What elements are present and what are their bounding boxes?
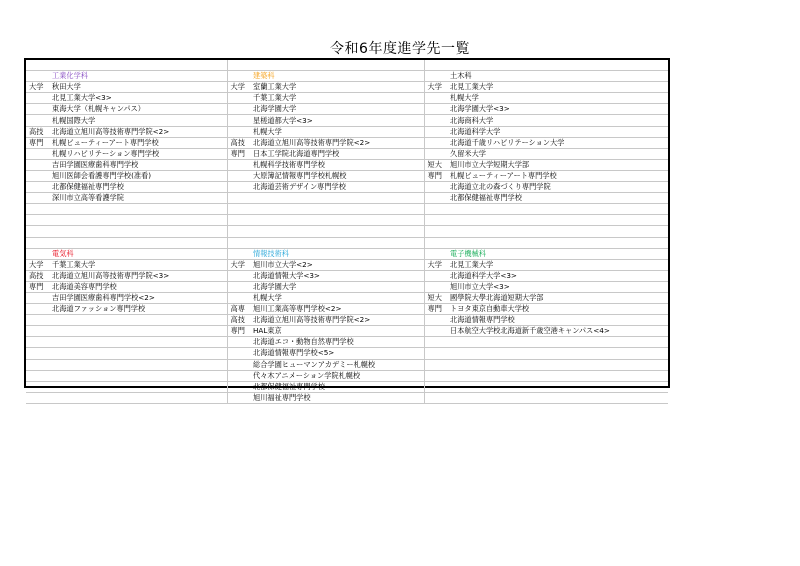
- school-type-cell: [227, 93, 251, 104]
- school-type-cell: [424, 348, 448, 359]
- school-name-cell: 星槎道都大学<3>: [251, 115, 424, 126]
- school-name-cell: [251, 237, 424, 248]
- department-header: 工業化学科: [50, 71, 227, 82]
- school-name-cell: 北海学園大学: [251, 281, 424, 292]
- school-type-cell: [26, 182, 50, 193]
- school-type-cell: [424, 381, 448, 392]
- table-row: [26, 182, 668, 193]
- school-type-cell: [26, 148, 50, 159]
- school-name-cell: 北海道美容専門学校: [50, 281, 227, 292]
- department-header: 電子機械科: [448, 248, 668, 259]
- school-name-cell: 北都保健福祉専門学校: [50, 182, 227, 193]
- school-type-cell: [424, 337, 448, 348]
- school-type-cell: [227, 60, 251, 71]
- school-type-cell: [26, 159, 50, 170]
- school-name-cell: 日本航空大学校北海道新千歳空港キャンパス<4>: [448, 326, 668, 337]
- table-row: [26, 215, 668, 226]
- school-type-cell: [424, 315, 448, 326]
- school-name-cell: 旭川福祉専門学校: [251, 392, 424, 403]
- school-type-cell: [424, 204, 448, 215]
- school-name-cell: [251, 193, 424, 204]
- school-name-cell: 久留米大学: [448, 148, 668, 159]
- school-name-cell: 札幌大学: [251, 126, 424, 137]
- table-row: [26, 292, 668, 303]
- school-type-cell: [424, 137, 448, 148]
- school-name-cell: 札幌ビューティーアート専門学校: [448, 170, 668, 181]
- school-name-cell: [50, 359, 227, 370]
- destination-table-frame: [24, 58, 670, 402]
- school-type-cell: [227, 182, 251, 193]
- school-name-cell: HAL東京: [251, 326, 424, 337]
- school-name-cell: [50, 237, 227, 248]
- school-type-cell: [26, 348, 50, 359]
- school-name-cell: トヨタ東京自動車大学校: [448, 304, 668, 315]
- table-body: [26, 60, 668, 403]
- school-type-cell: [26, 392, 50, 403]
- school-type-cell: 専門: [424, 170, 448, 181]
- table-row: [26, 381, 668, 392]
- school-name-cell: 吉田学園医療歯科専門学校: [50, 159, 227, 170]
- school-name-cell: 北海道情報専門学校: [448, 315, 668, 326]
- table-row: [26, 370, 668, 381]
- school-name-cell: 北見工業大学: [448, 259, 668, 270]
- department-header: 電気科: [50, 248, 227, 259]
- table-row: [26, 248, 668, 259]
- school-name-cell: 北海商科大学: [448, 115, 668, 126]
- school-name-cell: 札幌リハビリテーション専門学校: [50, 148, 227, 159]
- table-row: [26, 304, 668, 315]
- school-name-cell: 旭川市立大学短期大学部: [448, 159, 668, 170]
- school-name-cell: 北海道科学大学: [448, 126, 668, 137]
- table-row: [26, 326, 668, 337]
- school-name-cell: [50, 315, 227, 326]
- school-type-cell: [227, 104, 251, 115]
- school-name-cell: 北海道立旭川高等技術専門学院<3>: [50, 270, 227, 281]
- school-name-cell: 代々木アニメーション学院札幌校: [251, 370, 424, 381]
- school-type-cell: [227, 71, 251, 82]
- school-type-cell: [227, 204, 251, 215]
- school-type-cell: [26, 337, 50, 348]
- school-name-cell: [448, 204, 668, 215]
- table-row: [26, 93, 668, 104]
- table-row: [26, 348, 668, 359]
- school-name-cell: [50, 226, 227, 237]
- school-name-cell: 大原簿記情報専門学校札幌校: [251, 170, 424, 181]
- school-type-cell: [227, 215, 251, 226]
- school-type-cell: [26, 304, 50, 315]
- school-type-cell: [227, 237, 251, 248]
- table-row: [26, 126, 668, 137]
- school-type-cell: [227, 126, 251, 137]
- school-type-cell: 大学: [227, 259, 251, 270]
- school-name-cell: 千葉工業大学: [251, 93, 424, 104]
- school-type-cell: [424, 104, 448, 115]
- school-type-cell: [26, 115, 50, 126]
- school-name-cell: 札幌国際大学: [50, 115, 227, 126]
- school-type-cell: [227, 370, 251, 381]
- school-type-cell: [26, 93, 50, 104]
- school-type-cell: 専門: [227, 326, 251, 337]
- school-name-cell: [448, 370, 668, 381]
- table-row: [26, 337, 668, 348]
- school-name-cell: [251, 60, 424, 71]
- destination-table: [26, 60, 668, 404]
- school-type-cell: 高技: [26, 126, 50, 137]
- school-name-cell: 北海道ファッション専門学校: [50, 304, 227, 315]
- school-type-cell: 高技: [227, 137, 251, 148]
- school-name-cell: 千葉工業大学: [50, 259, 227, 270]
- school-type-cell: 専門: [26, 137, 50, 148]
- table-row: [26, 259, 668, 270]
- school-name-cell: 北海道情報専門学校<5>: [251, 348, 424, 359]
- school-type-cell: [26, 359, 50, 370]
- school-type-cell: 大学: [424, 259, 448, 270]
- school-type-cell: 専門: [26, 281, 50, 292]
- table-row: [26, 60, 668, 71]
- school-type-cell: 高技: [227, 315, 251, 326]
- school-name-cell: 秋田大学: [50, 82, 227, 93]
- table-row: [26, 237, 668, 248]
- school-type-cell: 大学: [227, 82, 251, 93]
- school-type-cell: [424, 226, 448, 237]
- school-type-cell: [227, 292, 251, 303]
- school-name-cell: [251, 204, 424, 215]
- school-type-cell: 大学: [26, 82, 50, 93]
- table-row: [26, 281, 668, 292]
- school-type-cell: [424, 193, 448, 204]
- table-row: [26, 137, 668, 148]
- school-name-cell: [50, 348, 227, 359]
- school-name-cell: 札幌大学: [251, 292, 424, 303]
- school-name-cell: 日本工学院北海道専門学校: [251, 148, 424, 159]
- school-type-cell: [424, 392, 448, 403]
- school-type-cell: [26, 248, 50, 259]
- school-type-cell: [227, 226, 251, 237]
- school-type-cell: [424, 326, 448, 337]
- school-type-cell: [424, 215, 448, 226]
- school-type-cell: [26, 193, 50, 204]
- school-type-cell: [26, 71, 50, 82]
- school-name-cell: 札幌大学: [448, 93, 668, 104]
- school-type-cell: [424, 93, 448, 104]
- table-row: [26, 115, 668, 126]
- table-row: [26, 359, 668, 370]
- school-name-cell: [448, 215, 668, 226]
- table-row: [26, 392, 668, 403]
- school-type-cell: [424, 126, 448, 137]
- department-header: 土木科: [448, 71, 668, 82]
- school-type-cell: [424, 248, 448, 259]
- table-row: [26, 71, 668, 82]
- table-row: [26, 148, 668, 159]
- school-name-cell: 総合学園ヒューマンアカデミー札幌校: [251, 359, 424, 370]
- school-name-cell: 深川市立高等看護学院: [50, 193, 227, 204]
- school-name-cell: [251, 215, 424, 226]
- school-name-cell: 北海道立旭川高等技術専門学院<2>: [251, 315, 424, 326]
- school-name-cell: [448, 226, 668, 237]
- school-type-cell: [227, 115, 251, 126]
- table-row: [26, 193, 668, 204]
- school-type-cell: [26, 170, 50, 181]
- school-name-cell: 北海道科学大学<3>: [448, 270, 668, 281]
- school-type-cell: [424, 115, 448, 126]
- school-type-cell: [26, 104, 50, 115]
- school-type-cell: [26, 60, 50, 71]
- school-name-cell: [448, 359, 668, 370]
- school-type-cell: [227, 248, 251, 259]
- school-name-cell: [448, 337, 668, 348]
- school-type-cell: [424, 270, 448, 281]
- school-name-cell: 北海道立旭川高等技術専門学院<2>: [251, 137, 424, 148]
- school-name-cell: [50, 370, 227, 381]
- school-type-cell: [424, 370, 448, 381]
- school-type-cell: 専門: [227, 148, 251, 159]
- school-name-cell: 北海道エコ・動物自然専門学校: [251, 337, 424, 348]
- school-name-cell: 北海道立北の森づくり専門学院: [448, 182, 668, 193]
- school-type-cell: [424, 281, 448, 292]
- school-name-cell: [448, 392, 668, 403]
- school-name-cell: 札幌ビューティーアート専門学校: [50, 137, 227, 148]
- table-row: [26, 315, 668, 326]
- page-title: 令和6年度進学先一覧: [330, 41, 470, 57]
- school-name-cell: [448, 381, 668, 392]
- school-name-cell: 東海大学（札幌キャンパス）: [50, 104, 227, 115]
- school-type-cell: [424, 359, 448, 370]
- table-row: [26, 104, 668, 115]
- school-name-cell: [448, 237, 668, 248]
- table-row: [26, 270, 668, 281]
- school-name-cell: 北海学園大学: [251, 104, 424, 115]
- school-type-cell: 大学: [26, 259, 50, 270]
- school-type-cell: [26, 381, 50, 392]
- school-type-cell: [26, 226, 50, 237]
- school-type-cell: [26, 370, 50, 381]
- school-name-cell: 北海学園大学<3>: [448, 104, 668, 115]
- school-name-cell: 室蘭工業大学: [251, 82, 424, 93]
- school-type-cell: 専門: [424, 304, 448, 315]
- school-name-cell: 北海道芸術デザイン専門学校: [251, 182, 424, 193]
- school-name-cell: 旭川市立大学<3>: [448, 281, 668, 292]
- school-name-cell: 旭川医師会看護専門学校(准看): [50, 170, 227, 181]
- school-type-cell: [227, 348, 251, 359]
- school-type-cell: [26, 326, 50, 337]
- school-name-cell: [50, 326, 227, 337]
- school-type-cell: [26, 204, 50, 215]
- school-name-cell: 旭川市立大学<2>: [251, 259, 424, 270]
- school-name-cell: [50, 215, 227, 226]
- school-type-cell: [227, 159, 251, 170]
- department-header: 情報技術科: [251, 248, 424, 259]
- school-name-cell: 北都保健福祉専門学校: [251, 381, 424, 392]
- school-type-cell: [227, 170, 251, 181]
- school-name-cell: [50, 60, 227, 71]
- school-name-cell: [50, 337, 227, 348]
- school-type-cell: 大学: [424, 82, 448, 93]
- school-name-cell: 旭川工業高等専門学校<2>: [251, 304, 424, 315]
- school-type-cell: [424, 60, 448, 71]
- school-name-cell: 札幌科学技術専門学校: [251, 159, 424, 170]
- school-name-cell: 北見工業大学: [448, 82, 668, 93]
- school-name-cell: [50, 381, 227, 392]
- school-type-cell: [227, 381, 251, 392]
- school-name-cell: 北海道情報大学<3>: [251, 270, 424, 281]
- table-row: [26, 159, 668, 170]
- school-type-cell: [26, 315, 50, 326]
- table-row: [26, 226, 668, 237]
- school-type-cell: [424, 182, 448, 193]
- school-type-cell: 高専: [227, 304, 251, 315]
- school-name-cell: [448, 60, 668, 71]
- school-type-cell: [424, 237, 448, 248]
- school-name-cell: 國學院大學北海道短期大学部: [448, 292, 668, 303]
- school-name-cell: [251, 226, 424, 237]
- school-type-cell: [26, 292, 50, 303]
- school-name-cell: 北見工業大学<3>: [50, 93, 227, 104]
- school-type-cell: [227, 270, 251, 281]
- school-type-cell: [26, 215, 50, 226]
- school-type-cell: [26, 237, 50, 248]
- school-name-cell: [50, 392, 227, 403]
- school-type-cell: 短大: [424, 292, 448, 303]
- school-name-cell: 北海道千歳リハビリテーション大学: [448, 137, 668, 148]
- department-header: 建築科: [251, 71, 424, 82]
- table-row: [26, 170, 668, 181]
- school-type-cell: [424, 71, 448, 82]
- school-name-cell: [448, 348, 668, 359]
- school-type-cell: [227, 392, 251, 403]
- table-row: [26, 82, 668, 93]
- school-type-cell: [227, 281, 251, 292]
- school-name-cell: 吉田学園医療歯科専門学校<2>: [50, 292, 227, 303]
- school-type-cell: [227, 359, 251, 370]
- school-name-cell: [50, 204, 227, 215]
- table-row: [26, 204, 668, 215]
- school-type-cell: 短大: [424, 159, 448, 170]
- school-type-cell: [424, 148, 448, 159]
- school-name-cell: 北海道立旭川高等技術専門学院<2>: [50, 126, 227, 137]
- school-type-cell: [227, 337, 251, 348]
- school-type-cell: [227, 193, 251, 204]
- school-type-cell: 高技: [26, 270, 50, 281]
- school-name-cell: 北都保健福祉専門学校: [448, 193, 668, 204]
